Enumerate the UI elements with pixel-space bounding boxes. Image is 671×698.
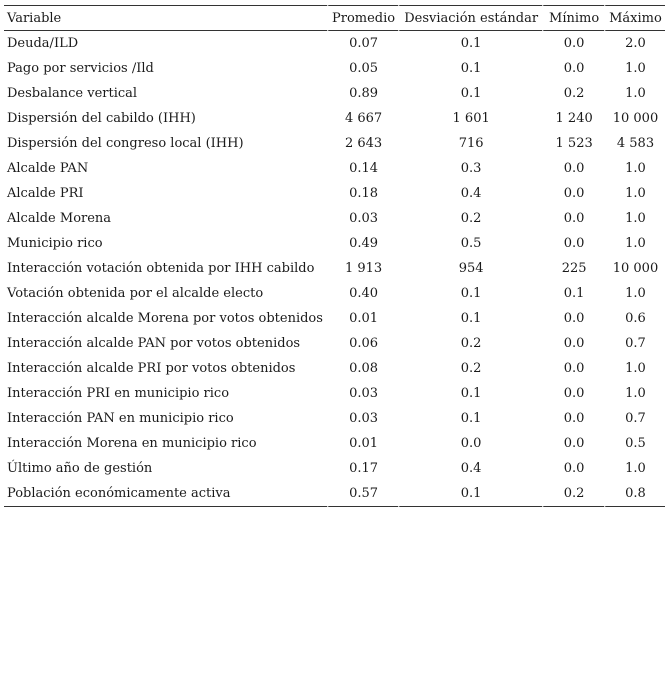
cell-mean: 1 913 <box>327 256 398 281</box>
table-row <box>4 231 665 256</box>
header-std-dev: Desviación estándar <box>398 5 542 31</box>
cell-max: 1.0 <box>604 156 665 181</box>
cell-mean: 0.03 <box>327 406 398 431</box>
cell-std-dev: 0.4 <box>398 456 542 481</box>
cell-std-dev: 716 <box>398 131 542 156</box>
table-row <box>4 331 665 356</box>
cell-max: 0.5 <box>604 431 665 456</box>
cell-std-dev: 0.1 <box>398 381 542 406</box>
cell-max: 0.6 <box>604 306 665 331</box>
cell-mean: 0.01 <box>327 306 398 331</box>
cell-mean: 4 667 <box>327 106 398 131</box>
cell-std-dev: 0.2 <box>398 356 542 381</box>
cell-min: 0.0 <box>542 31 604 56</box>
table-row <box>4 406 665 431</box>
cell-std-dev: 0.1 <box>398 281 542 306</box>
cell-max: 1.0 <box>604 381 665 406</box>
cell-mean: 0.18 <box>327 181 398 206</box>
cell-variable: Población económicamente activa <box>4 481 327 507</box>
cell-max: 0.7 <box>604 406 665 431</box>
table-row <box>4 381 665 406</box>
cell-min: 0.0 <box>542 181 604 206</box>
table-row <box>4 181 665 206</box>
table-body <box>4 31 665 507</box>
cell-mean: 0.03 <box>327 381 398 406</box>
cell-std-dev: 0.1 <box>398 56 542 81</box>
cell-variable: Votación obtenida por el alcalde electo <box>7 286 264 301</box>
table-row <box>4 481 665 507</box>
cell-max: 2.0 <box>604 31 665 56</box>
cell-variable: Interacción alcalde PRI por votos obtenidos <box>7 361 296 376</box>
cell-max: 1.0 <box>604 456 665 481</box>
table-header-row <box>4 5 665 31</box>
cell-min: 0.0 <box>542 456 604 481</box>
cell-std-dev: 0.1 <box>398 31 542 56</box>
cell-mean: 0.40 <box>327 281 398 306</box>
cell-std-dev: 0.1 <box>398 481 542 507</box>
cell-min: 0.0 <box>542 206 604 231</box>
cell-mean: 0.06 <box>327 331 398 356</box>
table-row <box>4 256 665 281</box>
cell-mean: 0.08 <box>327 356 398 381</box>
cell-max: 10 000 <box>604 256 665 281</box>
cell-mean: 0.07 <box>327 31 398 56</box>
cell-variable: Alcalde Morena <box>7 211 112 226</box>
table-row <box>4 156 665 181</box>
cell-max: 0.8 <box>604 481 665 507</box>
cell-min: 0.0 <box>542 406 604 431</box>
cell-min: 0.0 <box>542 231 604 256</box>
header-max: Máximo <box>604 5 665 31</box>
cell-min: 0.0 <box>542 356 604 381</box>
cell-variable: Interacción votación obtenida por IHH cabildo <box>7 261 315 276</box>
cell-variable: Municipio rico <box>7 236 103 251</box>
descriptive-statistics-table <box>4 5 665 507</box>
cell-mean: 0.14 <box>327 156 398 181</box>
cell-variable: Interacción Morena en municipio rico <box>7 436 257 451</box>
cell-mean: 0.49 <box>327 231 398 256</box>
cell-max: 1.0 <box>604 56 665 81</box>
cell-variable: Interacción PRI en municipio rico <box>7 386 230 401</box>
table-row <box>4 281 665 306</box>
cell-variable: Dispersión del cabildo (IHH) <box>7 111 196 126</box>
table-row <box>4 206 665 231</box>
cell-min: 0.2 <box>542 81 604 106</box>
table-row <box>4 456 665 481</box>
header-variable: Variable <box>4 5 327 31</box>
cell-min: 1 240 <box>542 106 604 131</box>
cell-max: 1.0 <box>604 356 665 381</box>
cell-max: 1.0 <box>604 231 665 256</box>
cell-min: 0.0 <box>542 56 604 81</box>
cell-min: 0.0 <box>542 156 604 181</box>
cell-std-dev: 0.2 <box>398 331 542 356</box>
cell-mean: 0.17 <box>327 456 398 481</box>
cell-min: 0.0 <box>542 431 604 456</box>
cell-max: 0.7 <box>604 331 665 356</box>
header-min: Mínimo <box>542 5 604 31</box>
header-mean: Promedio <box>327 5 398 31</box>
cell-std-dev: 0.0 <box>398 431 542 456</box>
cell-variable: Alcalde PAN <box>7 161 89 176</box>
cell-min: 1 523 <box>542 131 604 156</box>
table-row <box>4 431 665 456</box>
table-row <box>4 131 665 156</box>
cell-std-dev: 0.1 <box>398 406 542 431</box>
table-row <box>4 81 665 106</box>
cell-std-dev: 0.4 <box>398 181 542 206</box>
cell-mean: 0.57 <box>327 481 398 507</box>
cell-variable: Último año de gestión <box>7 461 153 476</box>
cell-variable: Interacción alcalde PAN por votos obtenidos <box>7 336 301 351</box>
cell-variable: Dispersión del congreso local (IHH) <box>7 136 244 151</box>
cell-std-dev: 954 <box>398 256 542 281</box>
cell-mean: 0.05 <box>327 56 398 81</box>
table-row <box>4 56 665 81</box>
cell-variable: Deuda/ILD <box>7 36 79 51</box>
cell-max: 1.0 <box>604 81 665 106</box>
cell-variable: Interacción PAN en municipio rico <box>7 411 234 426</box>
cell-max: 1.0 <box>604 181 665 206</box>
cell-std-dev: 0.1 <box>398 306 542 331</box>
cell-mean: 2 643 <box>327 131 398 156</box>
cell-mean: 0.89 <box>327 81 398 106</box>
cell-std-dev: 0.5 <box>398 231 542 256</box>
table-row <box>4 106 665 131</box>
cell-max: 1.0 <box>604 281 665 306</box>
cell-std-dev: 0.2 <box>398 206 542 231</box>
cell-mean: 0.03 <box>327 206 398 231</box>
table-row <box>4 356 665 381</box>
cell-min: 0.2 <box>542 481 604 507</box>
cell-std-dev: 0.3 <box>398 156 542 181</box>
cell-mean: 0.01 <box>327 431 398 456</box>
cell-variable: Alcalde PRI <box>7 186 84 201</box>
cell-variable: Desbalance vertical <box>7 86 138 101</box>
cell-max: 4 583 <box>604 131 665 156</box>
cell-min: 0.0 <box>542 306 604 331</box>
table-row <box>4 306 665 331</box>
cell-max: 1.0 <box>604 206 665 231</box>
cell-min: 0.1 <box>542 281 604 306</box>
cell-min: 225 <box>542 256 604 281</box>
cell-std-dev: 0.1 <box>398 81 542 106</box>
cell-min: 0.0 <box>542 381 604 406</box>
cell-max: 10 000 <box>604 106 665 131</box>
table-row <box>4 31 665 56</box>
cell-std-dev: 1 601 <box>398 106 542 131</box>
cell-min: 0.0 <box>542 331 604 356</box>
cell-variable: Interacción alcalde Morena por votos obtenidos <box>7 311 323 326</box>
cell-variable: Pago por servicios /Ild <box>7 61 154 76</box>
